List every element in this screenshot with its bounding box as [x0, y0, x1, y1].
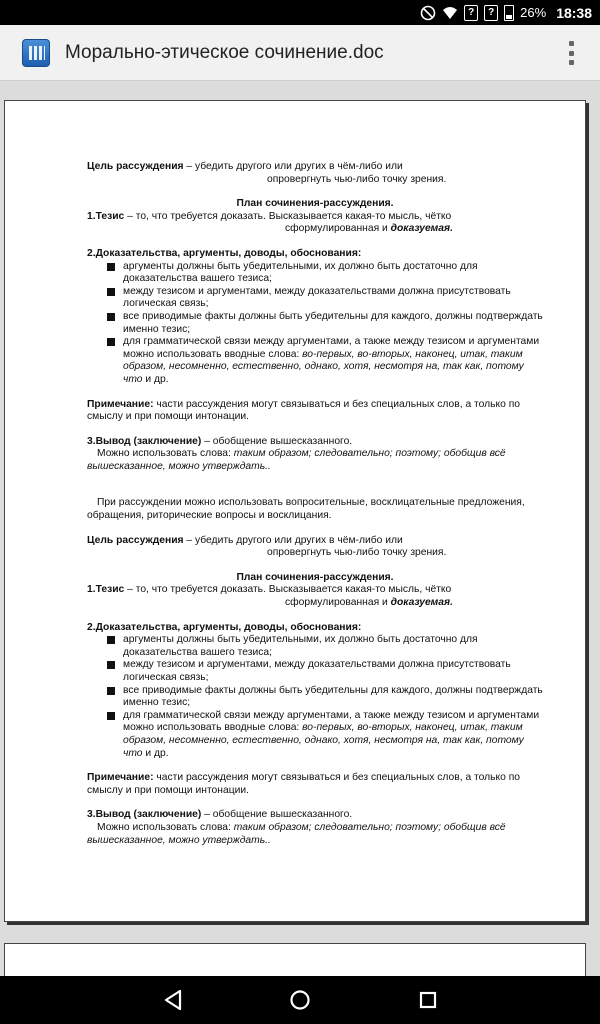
navigation-bar [0, 976, 600, 1024]
thesis-line-2: сформулированная и доказуемая. [285, 223, 453, 235]
note-paragraph: Примечание: части рассуждения могут связываться и без специальных слов, а только по смыслу и при помощи интонации. [87, 398, 521, 423]
list-item: между тезисом и аргументами, между доказательствами должна присутствовать логическая связь; [107, 286, 543, 311]
menu-dot-icon [569, 60, 574, 65]
thesis-line-2: сформулированная и доказуемая. [285, 597, 453, 609]
wifi-icon [442, 5, 458, 21]
list-item: для грамматической связи между аргументами, а также между тезисом и аргументами можно использовать вводные слова: во-первых, во-вторых, наконец, итак, таким образом, несомненно, естественно, однако, хотя, несмотря на, так как, потому что и др. [107, 710, 543, 760]
recent-apps-icon[interactable] [414, 986, 442, 1014]
arguments-list [107, 261, 543, 387]
arguments-title: 2.Доказательства, аргументы, доводы, обоснования: [87, 621, 362, 633]
conclusion-words: Можно использовать слова: таким образом; следовательно; поэтому; обобщив всё вышесказанное, можно утверждать.. [87, 821, 506, 846]
thesis-line: 1.Тезис – то, что требуется доказать. Высказывается какая-то мысль, чётко [87, 584, 452, 596]
status-icons [420, 0, 592, 25]
plan-title: План сочинения-рассуждения. [236, 198, 394, 210]
goal-line: Цель рассуждения – убедить другого или других в чём-либо или [87, 161, 403, 172]
clock: 18:38 [556, 4, 592, 21]
battery-level: 26% [520, 5, 547, 20]
status-bar [0, 0, 600, 25]
list-item: для грамматической связи между аргументами, а также между тезисом и аргументами можно использовать вводные слова: во-первых, во-вторых, наконец, итак, таким образом, несомненно, естественно, однако, хотя, несмотря на, так как, потому что и др. [107, 336, 543, 386]
back-icon[interactable] [160, 986, 188, 1014]
menu-dot-icon [569, 51, 574, 56]
battery-icon [504, 5, 514, 21]
arguments-title: 2.Доказательства, аргументы, доводы, обоснования: [87, 247, 362, 259]
goal-line-2: опровергнуть чью-либо точку зрения. [267, 547, 447, 559]
note-paragraph: Примечание: части рассуждения могут связываться и без специальных слов, а только по смыслу и при помощи интонации. [87, 772, 521, 796]
sim-1-icon: ? [464, 5, 478, 21]
goal-line: Цель рассуждения – убедить другого или других в чём-либо или [87, 534, 403, 546]
extra-paragraph: При рассуждении можно использовать вопросительные, восклицательные предложения, обращения, риторические вопросы и восклицания. [87, 497, 525, 522]
home-icon[interactable] [286, 986, 314, 1014]
sim-2-icon: ? [484, 5, 498, 21]
goal-line-2: опровергнуть чью-либо точку зрения. [267, 173, 447, 185]
overflow-menu-button[interactable] [566, 41, 576, 65]
document-viewer[interactable] [0, 81, 600, 976]
document-title: Морально-этическое сочинение.doc [65, 41, 384, 63]
thesis-line: 1.Тезис – то, что требуется доказать. Высказывается какая-то мысль, чётко [87, 210, 452, 222]
conclusion-line: 3.Вывод (заключение) – обобщение вышесказанного. [87, 809, 353, 821]
conclusion-line: 3.Вывод (заключение) – обобщение вышесказанного. [87, 435, 353, 447]
document-app-icon [22, 39, 50, 67]
list-item: все приводимые факты должны быть убедительны для каждого, должны подтверждать именно тезис; [107, 685, 543, 710]
menu-dot-icon [569, 41, 574, 46]
list-item: между тезисом и аргументами, между доказательствами должна присутствовать логическая связь; [107, 659, 543, 684]
document-body [87, 161, 543, 847]
do-not-disturb-icon [420, 5, 436, 21]
document-page-2 [4, 943, 586, 976]
list-item: аргументы должны быть убедительными, их должно быть достаточно для доказательства вашего тезиса; [107, 261, 543, 286]
conclusion-words: Можно использовать слова: таким образом; следовательно; поэтому; обобщив всё вышесказанное, можно утверждать.. [87, 448, 506, 472]
document-page-1 [4, 100, 586, 922]
list-item: все приводимые факты должны быть убедительны для каждого, должны подтверждать именно тезис; [107, 311, 543, 336]
arguments-list [107, 634, 543, 760]
app-bar [0, 25, 600, 81]
list-item: аргументы должны быть убедительными, их должно быть достаточно для доказательства вашего тезиса; [107, 634, 543, 659]
plan-title: План сочинения-рассуждения. [236, 571, 394, 583]
